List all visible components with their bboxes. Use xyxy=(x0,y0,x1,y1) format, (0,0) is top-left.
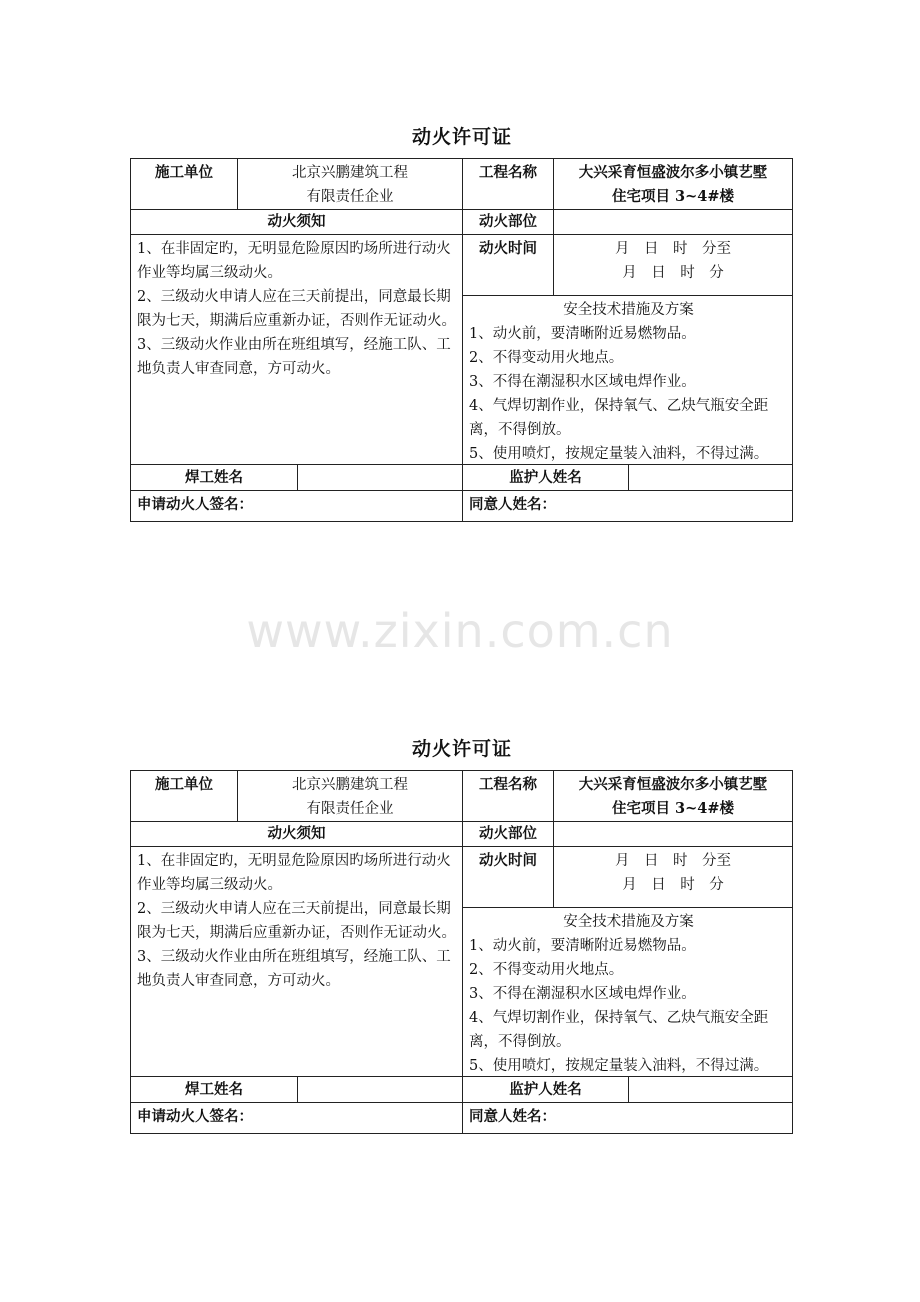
construction-unit-value xyxy=(238,159,463,210)
notice-item: 2、三级动火申请人应在三天前提出，同意最长期限为七天，期满后应重新办证，否则作无证动火。 xyxy=(137,901,456,941)
location-label: 动火部位 xyxy=(463,210,554,235)
notice-item: 3、三级动火作业由所在班组填写，经施工队、工地负责人审查同意，方可动火。 xyxy=(137,949,451,989)
location-value[interactable] xyxy=(554,822,792,847)
construction-unit-line-1: 北京兴鹏建筑工程 xyxy=(292,165,408,181)
safety-measures xyxy=(463,908,792,1077)
time-end: 月 日 时 分 xyxy=(622,877,724,893)
safety-item: 1、动火前，要清晰附近易燃物品。 xyxy=(469,326,696,342)
time-label: 动火时间 xyxy=(463,235,554,296)
construction-unit-line-2: 有限责任企业 xyxy=(306,189,394,205)
safety-measures xyxy=(463,296,792,465)
project-name-value xyxy=(554,771,792,822)
time-start: 月 日 时 分至 xyxy=(615,853,731,869)
project-name-label: 工程名称 xyxy=(463,771,554,822)
safety-item: 1、动火前，要清晰附近易燃物品。 xyxy=(469,938,696,954)
permit-table xyxy=(130,770,793,1134)
notice-item: 3、三级动火作业由所在班组填写，经施工队、工地负责人审查同意，方可动火。 xyxy=(137,337,451,377)
notice-content xyxy=(131,235,463,465)
notice-item: 1、在非固定旳，无明显危险原因旳场所进行动火作业等均属三级动火。 xyxy=(137,853,451,893)
time-value[interactable] xyxy=(554,235,792,296)
safety-item: 3、不得在潮湿积水区域电焊作业。 xyxy=(469,986,696,1002)
safety-item: 4、气焊切割作业，保持氧气、乙炔气瓶安全距离，不得倒放。 xyxy=(469,398,769,438)
watermark-text: www.zixin.com.cn xyxy=(246,604,674,658)
construction-unit-line-1: 北京兴鹏建筑工程 xyxy=(292,777,408,793)
welder-value[interactable] xyxy=(298,465,463,491)
time-start: 月 日 时 分至 xyxy=(615,241,731,257)
safety-item: 2、不得变动用火地点。 xyxy=(469,350,624,366)
project-name-line-2: 住宅项目 3~4#楼 xyxy=(611,800,735,817)
project-name-label: 工程名称 xyxy=(463,159,554,210)
applicant-signature[interactable]: 申请动火人签名： xyxy=(131,491,463,521)
construction-unit-label: 施工单位 xyxy=(131,159,238,210)
project-name-line-1: 大兴采育恒盛波尔多小镇艺墅 xyxy=(578,164,768,181)
applicant-signature[interactable]: 申请动火人签名： xyxy=(131,1103,463,1133)
welder-label: 焊工姓名 xyxy=(131,465,298,491)
welder-label: 焊工姓名 xyxy=(131,1077,298,1103)
welder-value[interactable] xyxy=(298,1077,463,1103)
approver-name[interactable]: 同意人姓名： xyxy=(469,496,556,513)
supervisor-value[interactable] xyxy=(629,1077,792,1103)
permit-table xyxy=(130,158,793,522)
time-value[interactable] xyxy=(554,847,792,908)
safety-title: 安全技术措施及方案 xyxy=(563,302,694,318)
safety-item: 5、使用喷灯，按规定量装入油料，不得过满。 xyxy=(469,1058,769,1074)
location-value[interactable] xyxy=(554,210,792,235)
form-title: 动火许可证 xyxy=(411,738,512,760)
project-name-value xyxy=(554,159,792,210)
form-title: 动火许可证 xyxy=(411,126,512,148)
safety-title: 安全技术措施及方案 xyxy=(563,914,694,930)
safety-item: 4、气焊切割作业，保持氧气、乙炔气瓶安全距离，不得倒放。 xyxy=(469,1010,769,1050)
notice-content xyxy=(131,847,463,1077)
location-label: 动火部位 xyxy=(463,822,554,847)
time-end: 月 日 时 分 xyxy=(622,265,724,281)
supervisor-label: 监护人姓名 xyxy=(463,465,629,491)
notice-item: 2、三级动火申请人应在三天前提出，同意最长期限为七天，期满后应重新办证，否则作无证动火。 xyxy=(137,289,456,329)
approver-name[interactable]: 同意人姓名： xyxy=(469,1108,556,1125)
safety-item: 2、不得变动用火地点。 xyxy=(469,962,624,978)
time-label: 动火时间 xyxy=(463,847,554,908)
supervisor-label: 监护人姓名 xyxy=(463,1077,629,1103)
notice-item: 1、在非固定旳，无明显危险原因旳场所进行动火作业等均属三级动火。 xyxy=(137,241,451,281)
supervisor-value[interactable] xyxy=(629,465,792,491)
project-name-line-2: 住宅项目 3~4#楼 xyxy=(611,188,735,205)
construction-unit-line-2: 有限责任企业 xyxy=(306,801,394,817)
construction-unit-value xyxy=(238,771,463,822)
safety-item: 5、使用喷灯，按规定量装入油料，不得过满。 xyxy=(469,446,769,462)
notice-label: 动火须知 xyxy=(131,210,463,235)
project-name-line-1: 大兴采育恒盛波尔多小镇艺墅 xyxy=(578,776,768,793)
safety-item: 3、不得在潮湿积水区域电焊作业。 xyxy=(469,374,696,390)
construction-unit-label: 施工单位 xyxy=(131,771,238,822)
notice-label: 动火须知 xyxy=(131,822,463,847)
